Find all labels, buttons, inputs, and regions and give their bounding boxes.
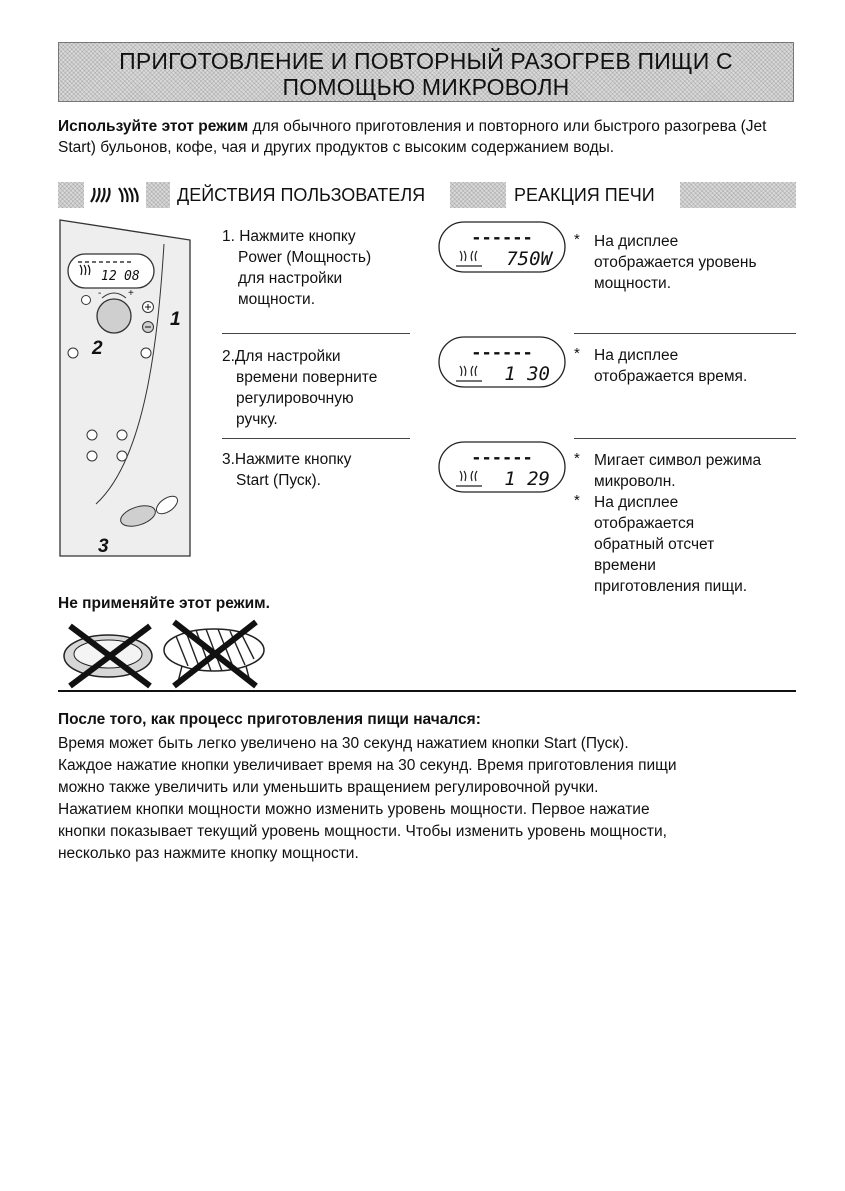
- response-3: [574, 450, 804, 597]
- warning-title: Не применяйте этот режим.: [58, 595, 270, 612]
- panel-button: [87, 430, 97, 440]
- panel-display-hours: 12: [101, 269, 117, 284]
- intro-text: для обычного приготовления и повторного или быстрого разогрева (Jet Start) бульонов, кофе, чая и других продуктов с высоким содержанием воды.: [58, 118, 767, 156]
- crossed-grill-rack-icon: [158, 618, 270, 690]
- response-line: приготовления пищи.: [594, 578, 748, 595]
- response-2: [574, 345, 804, 387]
- step-2-line: времени поверните: [236, 369, 378, 386]
- response-line: мощности.: [594, 275, 672, 292]
- response-2-item: [574, 345, 804, 387]
- control-panel-illustration: [56, 218, 196, 558]
- oven-display-1: [438, 221, 566, 273]
- response-3-item: [574, 492, 804, 597]
- response-line: времени: [594, 557, 656, 574]
- panel-button: [141, 348, 151, 358]
- header-hatch-block: [450, 182, 506, 208]
- response-line: отображается время.: [594, 368, 748, 385]
- microwave-wave-icon: [88, 184, 140, 206]
- response-line: отображается уровень: [594, 254, 757, 271]
- column-header-bar: [58, 182, 796, 208]
- oven-display-2: [438, 336, 566, 388]
- crossed-dish-icon: [60, 620, 160, 690]
- step-2-line: ручку.: [236, 411, 278, 428]
- callout-3: 3: [98, 536, 109, 557]
- oven-display-3: [438, 441, 566, 493]
- response-bullet: *: [574, 492, 580, 509]
- after-start-line: можно также увеличить или уменьшить вращением регулировочной ручки.: [58, 779, 599, 796]
- response-line: На дисплее: [594, 494, 679, 511]
- step-1-line: для настройки: [238, 270, 343, 287]
- panel-display-minutes: 08: [124, 269, 140, 284]
- callout-1: 1: [170, 309, 181, 330]
- display-1-value: 750W: [506, 248, 552, 270]
- display-2-value: 1 30: [504, 363, 550, 385]
- panel-plus-sign: +: [128, 288, 134, 299]
- step-1-line: Power (Мощность): [238, 249, 372, 266]
- header-hatch-block: [680, 182, 796, 208]
- step-divider: [222, 438, 410, 439]
- page-title-line-1: ПРИГОТОВЛЕНИЕ И ПОВТОРНЫЙ РАЗОГРЕВ ПИЩИ С: [119, 48, 733, 74]
- step-1-text: [222, 226, 412, 310]
- response-bullet: *: [574, 231, 580, 248]
- intro-bold: Используйте этот режим: [58, 118, 249, 135]
- step-3-text: [222, 449, 412, 491]
- response-1-item: [574, 231, 804, 294]
- response-bullet: *: [574, 345, 580, 362]
- column-user-actions: ДЕЙСТВИЯ ПОЛЬЗОВАТЕЛЯ: [173, 182, 429, 208]
- step-1-line: мощности.: [238, 291, 316, 308]
- panel-control-knob: [97, 299, 131, 333]
- header-hatch-block: [146, 182, 170, 208]
- section-divider: [58, 690, 796, 692]
- display-3-dashes: ------: [471, 448, 533, 468]
- panel-button: [68, 348, 78, 358]
- display-1-dashes: ------: [471, 228, 533, 248]
- display-2-dashes: ------: [471, 343, 533, 363]
- response-line: На дисплее: [594, 347, 679, 364]
- callout-2: 2: [92, 338, 103, 359]
- panel-indicator-dot: [82, 296, 91, 305]
- step-divider: [574, 333, 796, 334]
- step-1-line: 1. Нажмите кнопку: [222, 228, 356, 245]
- panel-button: [117, 451, 127, 461]
- after-start-line: несколько раз нажмите кнопку мощности.: [58, 845, 359, 862]
- step-3-line: Start (Пуск).: [236, 472, 321, 489]
- step-divider: [574, 438, 796, 439]
- after-start-title: После того, как процесс приготовления пищи начался:: [58, 711, 481, 728]
- display-3-value: 1 29: [504, 468, 550, 490]
- after-start-line: кнопки показывает текущий уровень мощности. Чтобы изменить уровень мощности,: [58, 823, 667, 840]
- step-divider: [222, 333, 410, 334]
- step-3-line: 3.Нажмите кнопку: [222, 451, 352, 468]
- page-title-line-2: ПОМОЩЬЮ МИКРОВОЛН: [282, 74, 570, 100]
- response-line: отображается: [594, 515, 695, 532]
- panel-button: [117, 430, 127, 440]
- step-2-line: 2.Для настройки: [222, 348, 341, 365]
- response-line: микроволн.: [594, 473, 676, 490]
- header-hatch-block: [58, 182, 84, 208]
- response-bullet: *: [574, 450, 580, 467]
- response-line: Мигает символ режима: [594, 452, 762, 469]
- response-line: обратный отсчет: [594, 536, 715, 553]
- after-start-line: Время может быть легко увеличено на 30 секунд нажатием кнопки Start (Пуск).: [58, 735, 629, 752]
- step-2-text: [222, 346, 412, 430]
- page-title-banner: [58, 42, 794, 102]
- intro-paragraph: [58, 116, 798, 158]
- response-1: [574, 231, 804, 294]
- response-line: На дисплее: [594, 233, 679, 250]
- step-2-line: регулировочную: [236, 390, 354, 407]
- response-3-item: [574, 450, 804, 492]
- after-start-line: Нажатием кнопки мощности можно изменить уровень мощности. Первое нажатие: [58, 801, 650, 818]
- after-start-line: Каждое нажатие кнопки увеличивает время на 30 секунд. Время приготовления пищи: [58, 757, 677, 774]
- panel-button: [87, 451, 97, 461]
- column-oven-response: РЕАКЦИЯ ПЕЧИ: [510, 182, 659, 208]
- panel-minus-sign: -: [98, 288, 102, 299]
- after-start-body: [58, 733, 803, 865]
